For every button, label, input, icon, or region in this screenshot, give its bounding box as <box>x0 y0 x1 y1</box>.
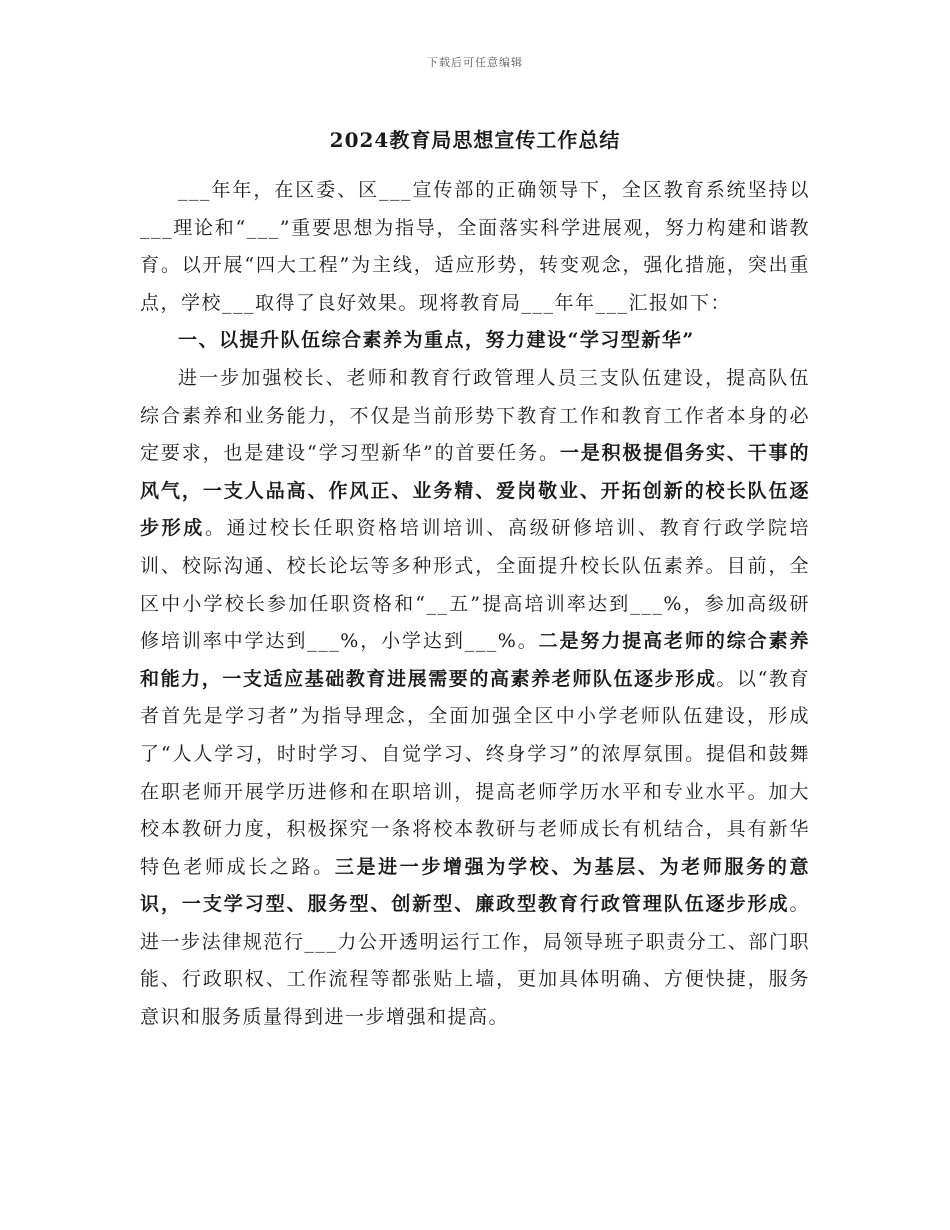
section-paragraph <box>140 360 810 1037</box>
intro-paragraph: ___年年，在区委、区___宣传部的正确领导下，全区教育系统坚持以___理论和“___”重要思想为指导，全面落实科学进展观，努力构建和谐教育。以开展“四大工程”为主线，适应形势，转变观念，强化措施，突出重点，学校___取得了良好效果。现将教育局___年年___汇报如下： <box>140 179 810 314</box>
paragraph-text: 。以“教育者首先是学习者”为指导理念，全面加强全区中小学老师队伍建设，形成了“人人学习，时时学习、自觉学习、终身学习”的浓厚氛围。提倡和鼓舞在职老师开展学历进修和在职培训，提高老师学历水平和专业水平。加大校本教研力度，积极探究一条将校本教研与老师成长有机结合，具有新华特色老师成长之路。 <box>140 667 810 878</box>
paragraph-text: 。通过校长任职资格培训培训、高级研修培训、教育行政学院培训、校际沟通、校长论坛等多种形式，全面提升校长队伍素养。目前，全区中小学校长参加任职资格和“__五”提高培训率达到___%，参加高级研修培训率中学达到___%，小学达到___%。 <box>140 517 810 653</box>
document-body <box>140 172 810 1037</box>
bold-point-2: 二是努力提高老师的综合素养和能力，一支适应基础教育进展需要的高素养老师队伍逐步形成 <box>140 630 810 690</box>
paragraph-text: 进一步加强校长、老师和教育行政管理人员三支队伍建设，提高队伍综合素养和业务能力，不仅是当前形势下教育工作和教育工作者本身的必定要求，也是建设“学习型新华”的首要任务。 <box>140 366 810 465</box>
header-note: 下载后可任意编辑 <box>427 56 523 69</box>
document-title: 2024教育局思想宣传工作总结 <box>329 128 621 152</box>
bold-point-3: 三是进一步增强为学校、为基层、为老师服务的意识，一支学习型、服务型、创新型、廉政型教育行政管理队伍逐步形成 <box>140 855 810 916</box>
section-heading: 一、以提升队伍综合素养为重点，努力建设“学习型新华” <box>178 329 695 352</box>
bold-point-1: 一是积极提倡务实、干事的风气，一支人品高、作风正、业务精、爱岗敬业、开拓创新的校长队伍逐步形成 <box>140 442 810 540</box>
paragraph-text: 。进一步法律规范行___力公开透明运行工作，局领导班子职责分工、部门职能、行政职权、工作流程等都张贴上墙，更加具体明确、方便快捷，服务意识和服务质量得到进一步增强和提高。 <box>140 893 810 1029</box>
